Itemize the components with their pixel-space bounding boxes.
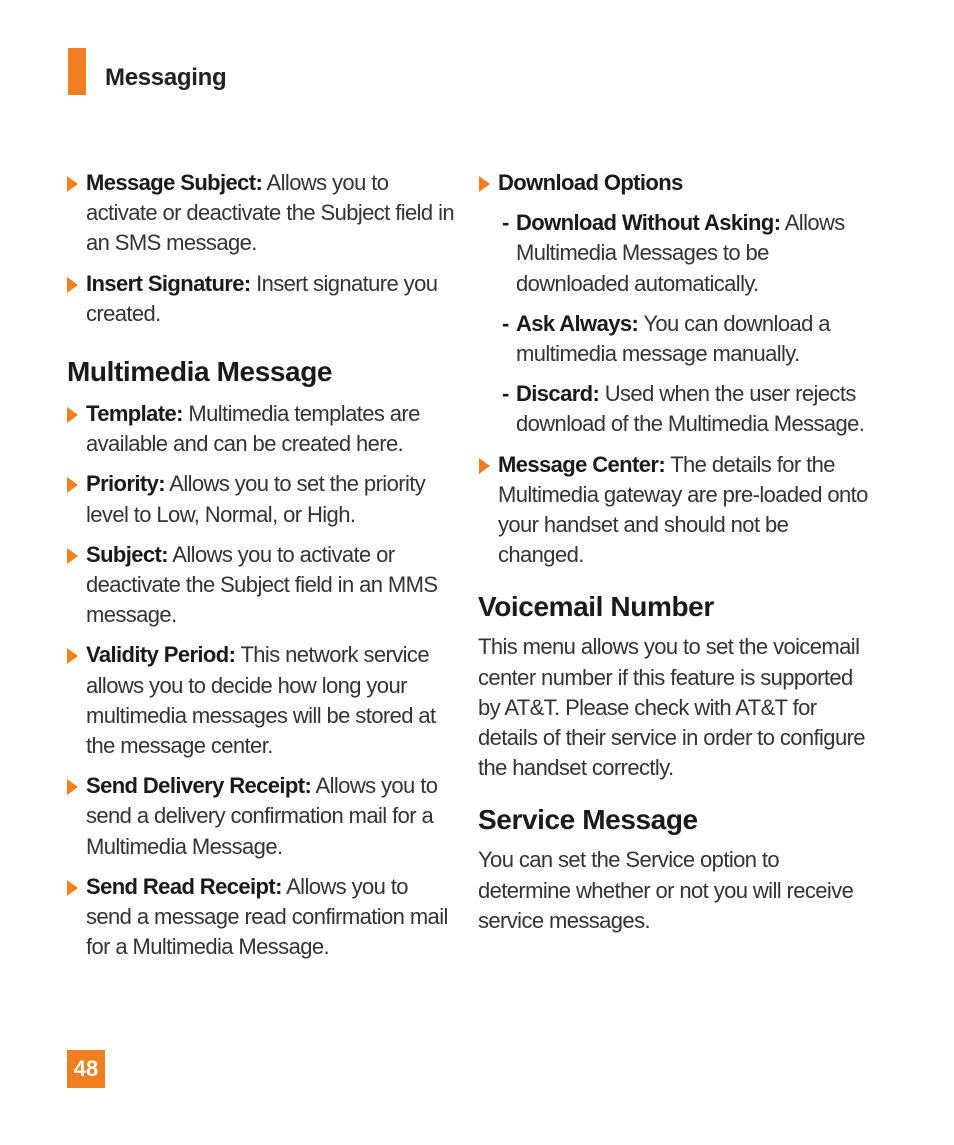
download-options-list (478, 208, 868, 439)
bullet-arrow-icon (479, 458, 490, 474)
sub-list-item (478, 379, 868, 439)
bullet-arrow-icon (67, 880, 78, 896)
list-item (66, 269, 456, 329)
item-term: Insert Signature: (86, 270, 251, 296)
item-text: Allows you to set the priority level to Low, Normal, or High. (86, 471, 426, 527)
item-text: Allows Multimedia Messages to be downloaded automatically. (516, 210, 845, 296)
item-text: The details for the Multimedia gateway are pre-loaded onto your handset and should not be changed. (498, 451, 868, 568)
item-term: Subject: (86, 541, 168, 567)
list-item (66, 469, 456, 529)
item-term: Template: (86, 401, 183, 427)
dash-marker: - (502, 310, 509, 336)
page-number: 48 (67, 1050, 105, 1088)
item-term: Message Subject: (86, 170, 263, 195)
list-item (478, 168, 868, 198)
bullet-arrow-icon (67, 779, 78, 795)
list-item (66, 168, 456, 259)
list-item (66, 540, 456, 631)
section-marker (68, 48, 86, 95)
item-text: Insert signature you created. (86, 270, 438, 326)
section-title: Messaging (105, 64, 227, 91)
item-text: This network service allows you to decide how long your multimedia messages will be stored at the message center. (86, 642, 436, 759)
list-item (66, 640, 456, 761)
bullet-arrow-icon (67, 648, 78, 664)
item-term: Discard: (516, 381, 600, 407)
bullet-arrow-icon (67, 548, 78, 564)
bullet-arrow-icon (67, 176, 78, 192)
dash-marker: - (502, 381, 509, 407)
item-text: Used when the user rejects download of the Multimedia Message. (516, 381, 865, 437)
dash-marker: - (502, 210, 509, 236)
item-term: Ask Always: (516, 310, 639, 336)
item-term: Validity Period: (86, 642, 236, 668)
item-text: Allows you to send a message read confirmation mail for a Multimedia Message. (86, 873, 448, 960)
bullet-arrow-icon (67, 277, 78, 293)
item-term: Download Options (498, 170, 683, 195)
list-item (478, 450, 868, 571)
item-term: Download Without Asking: (516, 210, 781, 236)
item-text: Allows you to activate or deactivate the Subject field in an SMS message. (86, 170, 454, 256)
bullet-arrow-icon (67, 407, 78, 423)
sub-list-item (478, 309, 868, 369)
multimedia-heading: Multimedia Message (67, 356, 333, 388)
voicemail-heading: Voicemail Number (478, 591, 714, 623)
bullet-arrow-icon (479, 176, 490, 192)
list-item (66, 872, 456, 963)
item-text: You can download a multimedia message manually. (516, 310, 830, 367)
item-text: Allows you to activate or deactivate the Subject field in an MMS message. (86, 541, 438, 628)
service-message-paragraph: You can set the Service option to determine whether or not you will receive service messages. (478, 847, 854, 933)
list-item (66, 399, 456, 459)
item-term: Priority: (86, 471, 165, 497)
item-term: Send Read Receipt: (86, 873, 282, 899)
item-text: Multimedia templates are available and can be created here. (86, 401, 420, 457)
right-column (478, 168, 868, 936)
sub-list-item (478, 208, 868, 299)
voicemail-paragraph: This menu allows you to set the voicemail center number if this feature is supported by AT&T. Please check with AT&T for details of their service in order to configure the handset correctly. (478, 634, 865, 781)
item-term: Send Delivery Receipt: (86, 773, 312, 799)
left-column (66, 168, 456, 962)
item-term: Message Center: (498, 451, 666, 477)
item-text: Allows you to send a delivery confirmation mail for a Multimedia Message. (86, 773, 438, 859)
service-message-heading: Service Message (478, 804, 698, 836)
list-item (66, 771, 456, 862)
bullet-arrow-icon (67, 477, 78, 493)
